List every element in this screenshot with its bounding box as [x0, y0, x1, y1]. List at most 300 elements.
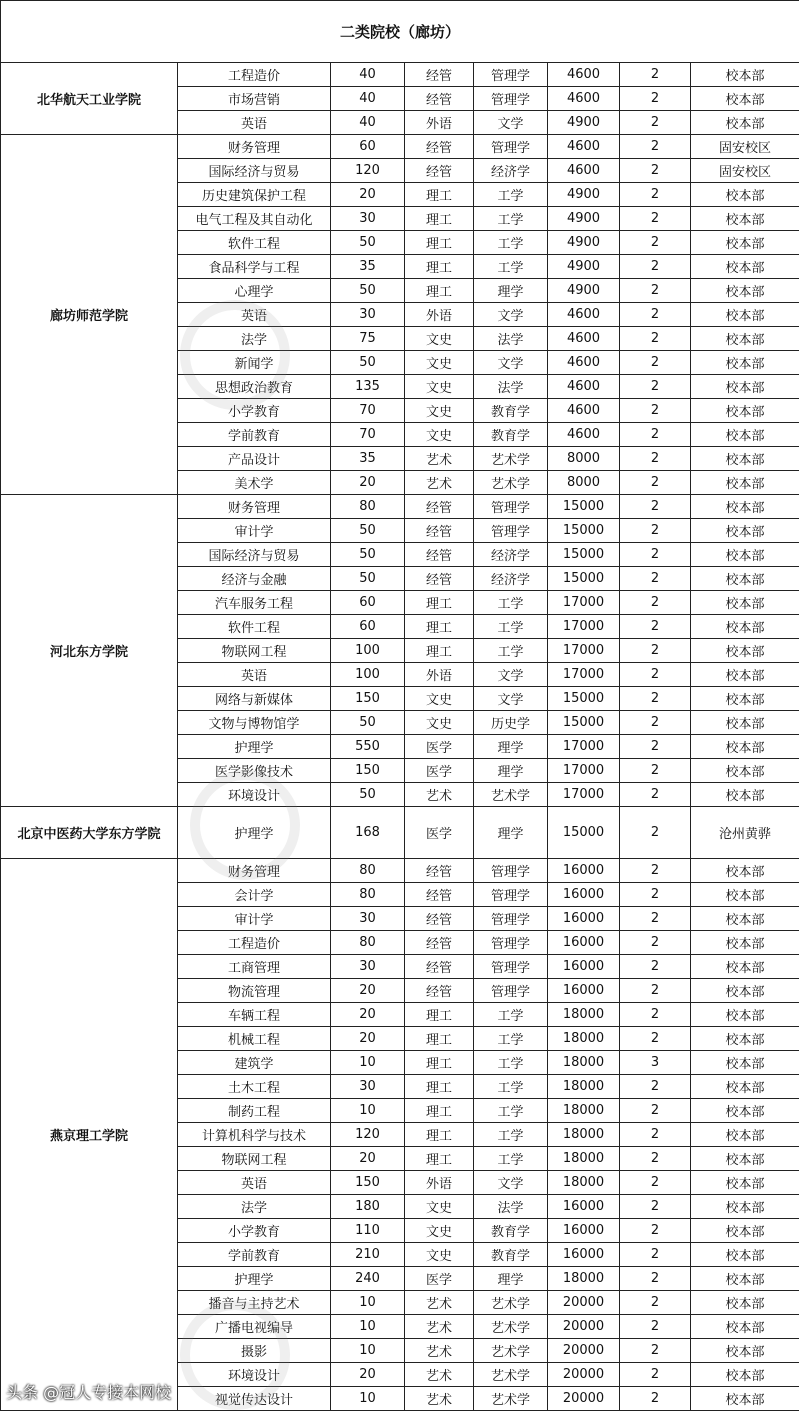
cell-discipline: 经济学: [474, 567, 548, 591]
cell-tuition: 18000: [548, 1075, 620, 1099]
cell-major: 护理学: [178, 735, 331, 759]
cell-campus: 校本部: [691, 87, 799, 111]
cell-discipline: 管理学: [474, 979, 548, 1003]
cell-category: 外语: [405, 1171, 474, 1195]
cell-quota: 30: [331, 303, 405, 327]
cell-years: 2: [620, 639, 691, 663]
cell-category: 艺术: [405, 471, 474, 495]
cell-campus: 校本部: [691, 591, 799, 615]
cell-quota: 50: [331, 543, 405, 567]
cell-major: 医学影像技术: [178, 759, 331, 783]
cell-years: 2: [620, 63, 691, 87]
cell-tuition: 17000: [548, 615, 620, 639]
cell-category: 经管: [405, 159, 474, 183]
cell-major: 产品设计: [178, 447, 331, 471]
cell-discipline: 工学: [474, 207, 548, 231]
cell-category: 理工: [405, 1027, 474, 1051]
cell-years: 2: [620, 159, 691, 183]
cell-major: 英语: [178, 111, 331, 135]
cell-major: 小学教育: [178, 399, 331, 423]
cell-major: 计算机科学与技术: [178, 1123, 331, 1147]
cell-category: 文史: [405, 327, 474, 351]
cell-campus: 校本部: [691, 351, 799, 375]
cell-years: 2: [620, 519, 691, 543]
cell-tuition: 20000: [548, 1363, 620, 1387]
cell-campus: 校本部: [691, 1123, 799, 1147]
cell-major: 美术学: [178, 471, 331, 495]
table-row: [1, 135, 799, 159]
cell-major: 英语: [178, 1171, 331, 1195]
cell-years: 2: [620, 471, 691, 495]
cell-campus: 校本部: [691, 519, 799, 543]
cell-campus: 固安校区: [691, 135, 799, 159]
cell-quota: 10: [331, 1387, 405, 1411]
cell-tuition: 16000: [548, 979, 620, 1003]
cell-tuition: 15000: [548, 495, 620, 519]
cell-tuition: 16000: [548, 1195, 620, 1219]
cell-discipline: 理学: [474, 1267, 548, 1291]
cell-tuition: 18000: [548, 1123, 620, 1147]
cell-quota: 35: [331, 255, 405, 279]
cell-quota: 80: [331, 931, 405, 955]
cell-campus: 校本部: [691, 663, 799, 687]
cell-tuition: 18000: [548, 1171, 620, 1195]
cell-discipline: 管理学: [474, 63, 548, 87]
cell-quota: 80: [331, 495, 405, 519]
cell-campus: 校本部: [691, 327, 799, 351]
cell-campus: 校本部: [691, 1075, 799, 1099]
cell-discipline: 教育学: [474, 399, 548, 423]
cell-category: 理工: [405, 279, 474, 303]
cell-discipline: 工学: [474, 183, 548, 207]
cell-quota: 100: [331, 663, 405, 687]
cell-years: 2: [620, 255, 691, 279]
cell-discipline: 法学: [474, 327, 548, 351]
credit-watermark: 头条 @冠人专接本网校: [6, 1383, 172, 1402]
cell-major: 审计学: [178, 519, 331, 543]
cell-tuition: 4600: [548, 327, 620, 351]
cell-campus: 校本部: [691, 183, 799, 207]
cell-major: 英语: [178, 303, 331, 327]
cell-major: 护理学: [178, 807, 331, 859]
cell-tuition: 17000: [548, 735, 620, 759]
cell-major: 小学教育: [178, 1219, 331, 1243]
cell-tuition: 18000: [548, 1027, 620, 1051]
cell-campus: 校本部: [691, 1387, 799, 1411]
cell-campus: 校本部: [691, 303, 799, 327]
cell-category: 文史: [405, 375, 474, 399]
cell-campus: 校本部: [691, 615, 799, 639]
title-row: [1, 1, 799, 63]
cell-campus: 校本部: [691, 859, 799, 883]
cell-discipline: 管理学: [474, 907, 548, 931]
cell-campus: 校本部: [691, 447, 799, 471]
cell-discipline: 管理学: [474, 859, 548, 883]
cell-quota: 50: [331, 279, 405, 303]
cell-category: 医学: [405, 735, 474, 759]
cell-years: 3: [620, 1051, 691, 1075]
cell-major: 制药工程: [178, 1099, 331, 1123]
cell-discipline: 艺术学: [474, 447, 548, 471]
cell-category: 文史: [405, 1195, 474, 1219]
cell-campus: 校本部: [691, 1099, 799, 1123]
cell-tuition: 18000: [548, 1003, 620, 1027]
cell-major: 学前教育: [178, 423, 331, 447]
cell-major: 国际经济与贸易: [178, 159, 331, 183]
cell-tuition: 16000: [548, 883, 620, 907]
cell-discipline: 工学: [474, 1075, 548, 1099]
cell-quota: 150: [331, 1171, 405, 1195]
cell-campus: 校本部: [691, 1195, 799, 1219]
cell-category: 理工: [405, 255, 474, 279]
cell-discipline: 理学: [474, 807, 548, 859]
cell-campus: 校本部: [691, 1219, 799, 1243]
cell-major: 护理学: [178, 1267, 331, 1291]
cell-quota: 120: [331, 159, 405, 183]
cell-major: 文物与博物馆学: [178, 711, 331, 735]
cell-tuition: 4900: [548, 183, 620, 207]
cell-discipline: 艺术学: [474, 1387, 548, 1411]
cell-discipline: 工学: [474, 1099, 548, 1123]
cell-tuition: 4900: [548, 279, 620, 303]
cell-discipline: 理学: [474, 279, 548, 303]
cell-campus: 校本部: [691, 423, 799, 447]
cell-quota: 80: [331, 859, 405, 883]
cell-years: 2: [620, 883, 691, 907]
table-row: [1, 63, 799, 87]
cell-quota: 550: [331, 735, 405, 759]
cell-years: 2: [620, 183, 691, 207]
cell-tuition: 16000: [548, 1219, 620, 1243]
cell-years: 2: [620, 663, 691, 687]
table-row: [1, 495, 799, 519]
school-name: 燕京理工学院: [1, 859, 178, 1411]
cell-campus: 校本部: [691, 955, 799, 979]
cell-discipline: 管理学: [474, 519, 548, 543]
cell-major: 财务管理: [178, 859, 331, 883]
cell-quota: 180: [331, 1195, 405, 1219]
cell-major: 物联网工程: [178, 639, 331, 663]
cell-campus: 校本部: [691, 279, 799, 303]
cell-years: 2: [620, 399, 691, 423]
cell-category: 文史: [405, 423, 474, 447]
cell-discipline: 工学: [474, 255, 548, 279]
cell-years: 2: [620, 1123, 691, 1147]
cell-major: 视觉传达设计: [178, 1387, 331, 1411]
cell-major: 思想政治教育: [178, 375, 331, 399]
table-row: [1, 807, 799, 859]
cell-years: 2: [620, 1147, 691, 1171]
cell-category: 理工: [405, 591, 474, 615]
cell-discipline: 文学: [474, 351, 548, 375]
cell-discipline: 文学: [474, 663, 548, 687]
cell-campus: 校本部: [691, 1315, 799, 1339]
cell-discipline: 艺术学: [474, 1339, 548, 1363]
cell-quota: 150: [331, 687, 405, 711]
cell-major: 食品科学与工程: [178, 255, 331, 279]
cell-campus: 沧州黄骅: [691, 807, 799, 859]
cell-tuition: 16000: [548, 955, 620, 979]
cell-category: 医学: [405, 759, 474, 783]
cell-category: 艺术: [405, 1291, 474, 1315]
cell-quota: 80: [331, 883, 405, 907]
cell-quota: 20: [331, 1003, 405, 1027]
cell-category: 文史: [405, 687, 474, 711]
table-row: [1, 859, 799, 883]
cell-category: 经管: [405, 135, 474, 159]
cell-discipline: 管理学: [474, 495, 548, 519]
cell-campus: 校本部: [691, 1363, 799, 1387]
cell-major: 土木工程: [178, 1075, 331, 1099]
cell-discipline: 工学: [474, 615, 548, 639]
cell-tuition: 17000: [548, 759, 620, 783]
cell-discipline: 经济学: [474, 159, 548, 183]
cell-category: 经管: [405, 495, 474, 519]
cell-discipline: 教育学: [474, 1243, 548, 1267]
cell-major: 机械工程: [178, 1027, 331, 1051]
cell-tuition: 16000: [548, 931, 620, 955]
cell-major: 物流管理: [178, 979, 331, 1003]
cell-campus: 校本部: [691, 567, 799, 591]
cell-years: 2: [620, 135, 691, 159]
cell-major: 广播电视编导: [178, 1315, 331, 1339]
cell-tuition: 18000: [548, 1147, 620, 1171]
cell-quota: 50: [331, 519, 405, 543]
cell-discipline: 管理学: [474, 135, 548, 159]
cell-quota: 10: [331, 1099, 405, 1123]
cell-category: 外语: [405, 663, 474, 687]
cell-quota: 50: [331, 351, 405, 375]
cell-tuition: 15000: [548, 807, 620, 859]
cell-years: 2: [620, 447, 691, 471]
cell-campus: 校本部: [691, 1243, 799, 1267]
cell-years: 2: [620, 1195, 691, 1219]
cell-tuition: 4600: [548, 63, 620, 87]
cell-quota: 240: [331, 1267, 405, 1291]
cell-quota: 20: [331, 471, 405, 495]
cell-major: 市场营销: [178, 87, 331, 111]
cell-major: 汽车服务工程: [178, 591, 331, 615]
cell-years: 2: [620, 907, 691, 931]
cell-category: 经管: [405, 883, 474, 907]
cell-years: 2: [620, 615, 691, 639]
cell-campus: 校本部: [691, 1339, 799, 1363]
cell-tuition: 4600: [548, 303, 620, 327]
cell-discipline: 文学: [474, 687, 548, 711]
cell-tuition: 18000: [548, 1267, 620, 1291]
cell-category: 医学: [405, 1267, 474, 1291]
cell-category: 艺术: [405, 783, 474, 807]
cell-quota: 40: [331, 87, 405, 111]
cell-category: 艺术: [405, 447, 474, 471]
cell-category: 艺术: [405, 1363, 474, 1387]
cell-major: 财务管理: [178, 495, 331, 519]
cell-tuition: 20000: [548, 1315, 620, 1339]
cell-tuition: 17000: [548, 591, 620, 615]
cell-years: 2: [620, 423, 691, 447]
cell-category: 经管: [405, 543, 474, 567]
cell-category: 文史: [405, 1243, 474, 1267]
cell-discipline: 艺术学: [474, 783, 548, 807]
cell-tuition: 4900: [548, 111, 620, 135]
cell-campus: 校本部: [691, 255, 799, 279]
cell-major: 历史建筑保护工程: [178, 183, 331, 207]
cell-tuition: 18000: [548, 1099, 620, 1123]
cell-category: 经管: [405, 519, 474, 543]
cell-discipline: 工学: [474, 231, 548, 255]
cell-category: 经管: [405, 87, 474, 111]
cell-quota: 100: [331, 639, 405, 663]
cell-quota: 40: [331, 111, 405, 135]
cell-years: 2: [620, 543, 691, 567]
cell-quota: 20: [331, 1147, 405, 1171]
cell-discipline: 艺术学: [474, 1363, 548, 1387]
cell-years: 2: [620, 375, 691, 399]
school-name: 北华航天工业学院: [1, 63, 178, 135]
cell-campus: 校本部: [691, 543, 799, 567]
cell-major: 英语: [178, 663, 331, 687]
cell-campus: 校本部: [691, 687, 799, 711]
cell-major: 摄影: [178, 1339, 331, 1363]
cell-tuition: 4600: [548, 87, 620, 111]
cell-years: 2: [620, 807, 691, 859]
cell-category: 理工: [405, 1123, 474, 1147]
cell-years: 2: [620, 1171, 691, 1195]
cell-tuition: 4600: [548, 135, 620, 159]
cell-years: 2: [620, 979, 691, 1003]
cell-discipline: 管理学: [474, 883, 548, 907]
cell-major: 心理学: [178, 279, 331, 303]
cell-tuition: 17000: [548, 783, 620, 807]
cell-discipline: 理学: [474, 759, 548, 783]
cell-tuition: 18000: [548, 1051, 620, 1075]
cell-years: 2: [620, 279, 691, 303]
cell-discipline: 教育学: [474, 1219, 548, 1243]
cell-campus: 校本部: [691, 711, 799, 735]
cell-major: 法学: [178, 1195, 331, 1219]
cell-campus: 校本部: [691, 735, 799, 759]
cell-quota: 60: [331, 591, 405, 615]
cell-category: 经管: [405, 859, 474, 883]
cell-years: 2: [620, 711, 691, 735]
cell-category: 理工: [405, 183, 474, 207]
cell-major: 网络与新媒体: [178, 687, 331, 711]
cell-quota: 50: [331, 783, 405, 807]
cell-years: 2: [620, 327, 691, 351]
cell-major: 新闻学: [178, 351, 331, 375]
cell-tuition: 4600: [548, 159, 620, 183]
cell-major: 审计学: [178, 907, 331, 931]
cell-years: 2: [620, 1315, 691, 1339]
table-title: 二类院校（廊坊）: [1, 1, 799, 63]
cell-campus: 校本部: [691, 231, 799, 255]
cell-category: 文史: [405, 399, 474, 423]
cell-years: 2: [620, 1027, 691, 1051]
cell-tuition: 20000: [548, 1291, 620, 1315]
cell-category: 艺术: [405, 1339, 474, 1363]
cell-campus: 校本部: [691, 1027, 799, 1051]
cell-years: 2: [620, 931, 691, 955]
cell-campus: 校本部: [691, 883, 799, 907]
cell-discipline: 文学: [474, 303, 548, 327]
cell-category: 艺术: [405, 1315, 474, 1339]
cell-major: 软件工程: [178, 615, 331, 639]
cell-campus: 校本部: [691, 979, 799, 1003]
cell-tuition: 4600: [548, 375, 620, 399]
cell-discipline: 工学: [474, 1123, 548, 1147]
cell-campus: 校本部: [691, 1003, 799, 1027]
cell-major: 物联网工程: [178, 1147, 331, 1171]
cell-category: 理工: [405, 1147, 474, 1171]
cell-discipline: 管理学: [474, 931, 548, 955]
cell-years: 2: [620, 303, 691, 327]
cell-major: 工程造价: [178, 63, 331, 87]
cell-quota: 50: [331, 231, 405, 255]
cell-campus: 校本部: [691, 375, 799, 399]
cell-years: 2: [620, 591, 691, 615]
cell-discipline: 管理学: [474, 955, 548, 979]
cell-quota: 120: [331, 1123, 405, 1147]
cell-quota: 70: [331, 399, 405, 423]
cell-tuition: 15000: [548, 567, 620, 591]
cell-quota: 40: [331, 63, 405, 87]
cell-category: 经管: [405, 567, 474, 591]
cell-quota: 210: [331, 1243, 405, 1267]
cell-campus: 校本部: [691, 639, 799, 663]
cell-discipline: 法学: [474, 1195, 548, 1219]
cell-discipline: 历史学: [474, 711, 548, 735]
cell-campus: 校本部: [691, 1291, 799, 1315]
cell-major: 国际经济与贸易: [178, 543, 331, 567]
cell-category: 理工: [405, 615, 474, 639]
cell-campus: 校本部: [691, 111, 799, 135]
cell-discipline: 文学: [474, 1171, 548, 1195]
cell-quota: 70: [331, 423, 405, 447]
cell-tuition: 15000: [548, 711, 620, 735]
cell-years: 2: [620, 231, 691, 255]
cell-years: 2: [620, 759, 691, 783]
cell-quota: 20: [331, 1027, 405, 1051]
cell-tuition: 20000: [548, 1387, 620, 1411]
cell-discipline: 工学: [474, 1147, 548, 1171]
cell-major: 工商管理: [178, 955, 331, 979]
cell-major: 环境设计: [178, 1363, 331, 1387]
cell-major: 财务管理: [178, 135, 331, 159]
cell-category: 理工: [405, 639, 474, 663]
cell-tuition: 8000: [548, 447, 620, 471]
cell-major: 法学: [178, 327, 331, 351]
cell-quota: 135: [331, 375, 405, 399]
cell-tuition: 16000: [548, 1243, 620, 1267]
cell-quota: 150: [331, 759, 405, 783]
cell-tuition: 17000: [548, 663, 620, 687]
cell-campus: 校本部: [691, 759, 799, 783]
cell-quota: 60: [331, 615, 405, 639]
cell-discipline: 教育学: [474, 423, 548, 447]
cell-years: 2: [620, 1387, 691, 1411]
cell-years: 2: [620, 955, 691, 979]
cell-campus: 校本部: [691, 1051, 799, 1075]
cell-campus: 校本部: [691, 1147, 799, 1171]
cell-years: 2: [620, 1099, 691, 1123]
cell-discipline: 工学: [474, 591, 548, 615]
cell-quota: 60: [331, 135, 405, 159]
cell-years: 2: [620, 207, 691, 231]
cell-discipline: 文学: [474, 111, 548, 135]
cell-tuition: 15000: [548, 519, 620, 543]
cell-quota: 10: [331, 1315, 405, 1339]
school-name: 廊坊师范学院: [1, 135, 178, 495]
